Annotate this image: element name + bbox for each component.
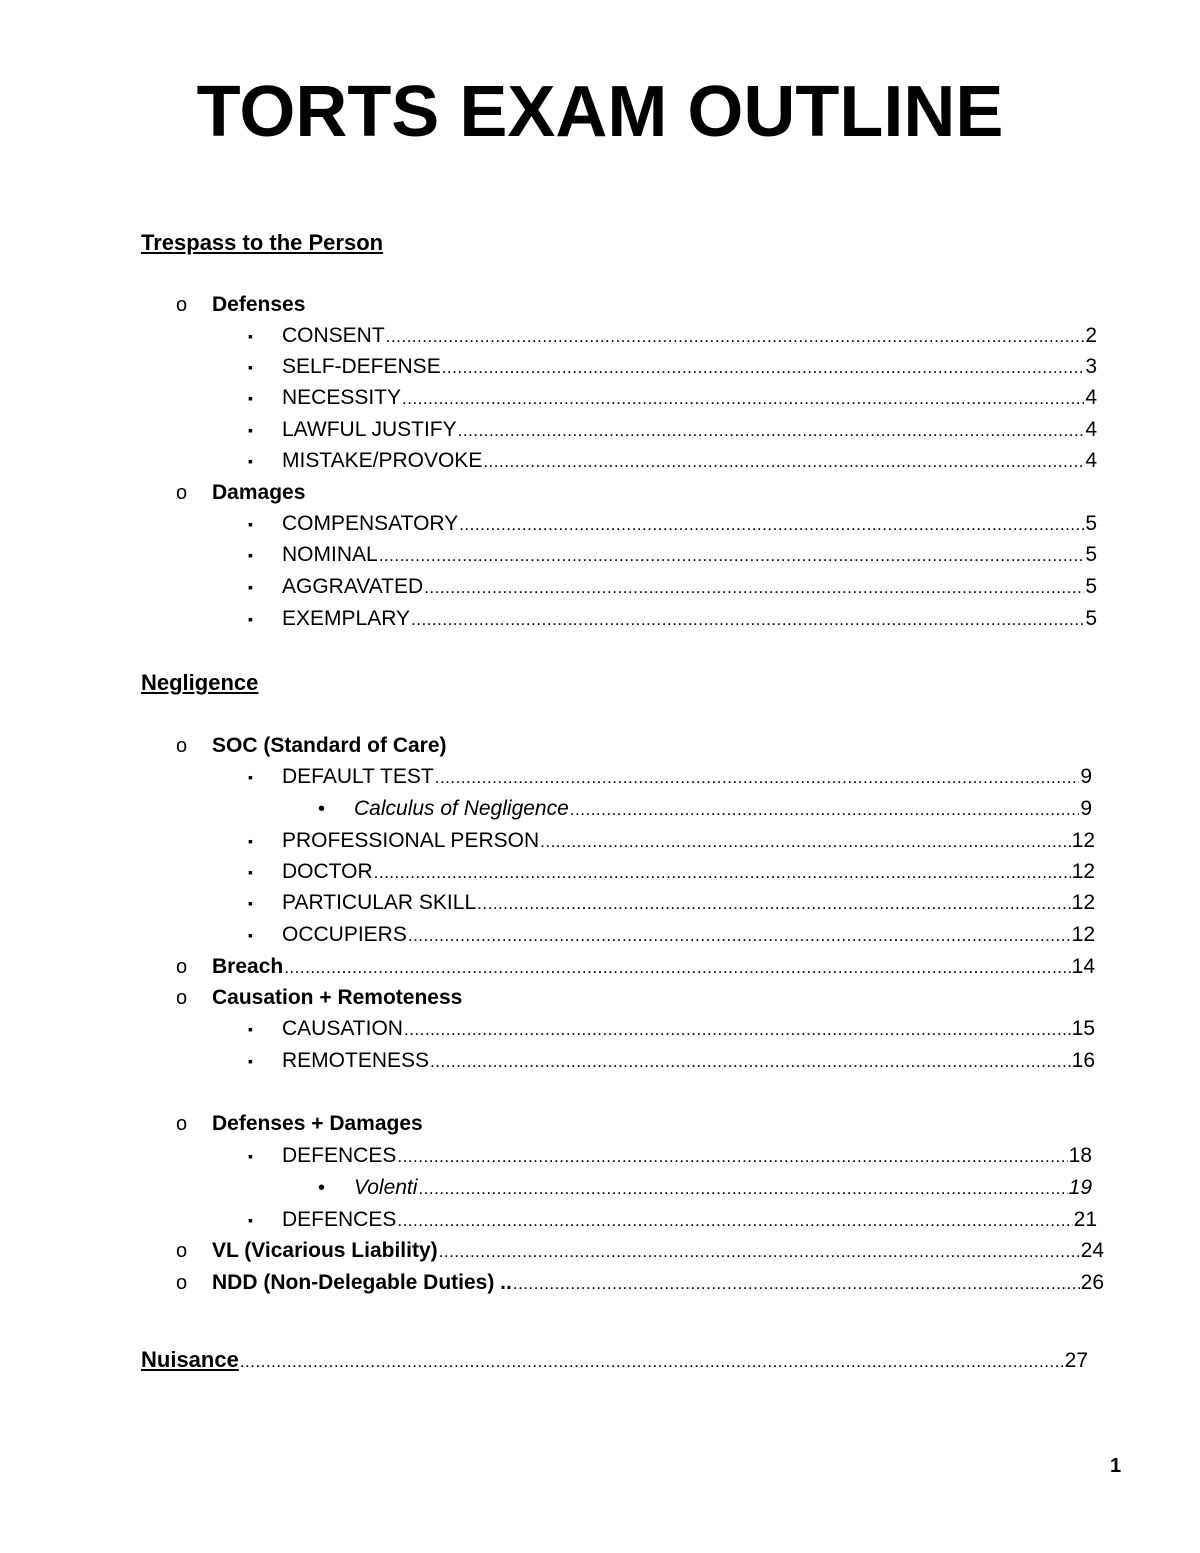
square-bullet-icon: ▪ bbox=[248, 1212, 253, 1228]
circle-bullet-icon: o bbox=[176, 1113, 188, 1135]
toc-entry-remoteness: ▪ REMOTENESS ..... 16 bbox=[282, 1046, 1095, 1076]
square-bullet-icon: ▪ bbox=[248, 927, 253, 943]
toc-entry-causation: ▪ CAUSATION ..... 15 bbox=[282, 1014, 1095, 1044]
page-ref: 16 bbox=[1071, 1049, 1095, 1072]
toc-entry-defences-2: ▪ DEFENCES ..... 21 bbox=[282, 1205, 1097, 1235]
dot-leader bbox=[374, 858, 1071, 888]
toc-entry-defenses: o Defenses bbox=[212, 290, 1092, 320]
round-bullet-icon: • bbox=[318, 798, 326, 820]
dot-leader bbox=[439, 1237, 1080, 1267]
toc-entry-occupiers: ▪ OCCUPIERS ..... 12 bbox=[282, 920, 1095, 950]
dot-leader bbox=[424, 573, 1084, 603]
circle-bullet-icon: o bbox=[176, 482, 188, 504]
toc-entry-volenti: • Volenti ..... 19 bbox=[354, 1173, 1092, 1203]
page-ref: 5 bbox=[1085, 607, 1097, 630]
page-ref: 15 bbox=[1071, 1017, 1095, 1040]
dot-leader bbox=[435, 763, 1080, 793]
square-bullet-icon: ▪ bbox=[248, 895, 253, 911]
section-heading-nuisance: Nuisance bbox=[141, 1347, 239, 1372]
circle-bullet-icon: o bbox=[176, 294, 188, 316]
toc-entry-nominal: ▪ NOMINAL ..... 5 bbox=[282, 540, 1097, 570]
circle-bullet-icon: o bbox=[176, 956, 188, 978]
dot-leader bbox=[570, 795, 1080, 825]
dot-leader bbox=[404, 1015, 1071, 1045]
page-ref: 9 bbox=[1080, 765, 1092, 788]
circle-bullet-icon: o bbox=[176, 1272, 188, 1294]
toc-entry-consent: ▪ CONSENT ..... 2 bbox=[282, 321, 1097, 351]
toc-entry-default-test: ▪ DEFAULT TEST ..... 9 bbox=[282, 762, 1092, 792]
toc-entry-professional-person: ▪ PROFESSIONAL PERSON ..... 12 bbox=[282, 826, 1095, 856]
dot-leader bbox=[411, 605, 1084, 635]
page-ref: 12 bbox=[1071, 891, 1095, 914]
page-ref: 3 bbox=[1085, 355, 1097, 378]
page-ref: 5 bbox=[1085, 543, 1097, 566]
page-ref: 21 bbox=[1073, 1208, 1097, 1231]
square-bullet-icon: ▪ bbox=[248, 390, 253, 406]
page-ref: 4 bbox=[1085, 418, 1097, 441]
square-bullet-icon: ▪ bbox=[248, 453, 253, 469]
dot-leader bbox=[477, 889, 1071, 919]
page-ref: 18 bbox=[1068, 1144, 1092, 1167]
dot-leader bbox=[408, 921, 1071, 951]
dot-leader bbox=[483, 447, 1084, 477]
page-ref: 4 bbox=[1085, 449, 1097, 472]
square-bullet-icon: ▪ bbox=[248, 1021, 253, 1037]
section-heading-trespass: Trespass to the Person bbox=[141, 230, 384, 255]
square-bullet-icon: ▪ bbox=[248, 328, 253, 344]
toc-entry-mistake-provoke: ▪ MISTAKE/PROVOKE ..... 4 bbox=[282, 446, 1097, 476]
square-bullet-icon: ▪ bbox=[248, 611, 253, 627]
toc-entry-non-delegable-duties: o NDD (Non-Delegable Duties) .. ..... 26 bbox=[212, 1268, 1104, 1298]
page-number: 1 bbox=[1110, 1455, 1122, 1477]
toc-entry-doctor: ▪ DOCTOR ..... 12 bbox=[282, 857, 1095, 887]
toc-entry-breach: o Breach ..... 14 bbox=[212, 952, 1095, 982]
page-ref: 12 bbox=[1071, 829, 1095, 852]
dot-leader bbox=[458, 416, 1085, 446]
page-ref: 26 bbox=[1080, 1271, 1104, 1294]
dot-leader bbox=[459, 510, 1084, 540]
square-bullet-icon: ▪ bbox=[248, 1053, 253, 1069]
page-ref: 14 bbox=[1071, 955, 1095, 978]
dot-leader bbox=[418, 1174, 1067, 1204]
dot-leader bbox=[430, 1047, 1071, 1077]
toc-entry-exemplary: ▪ EXEMPLARY ..... 5 bbox=[282, 604, 1097, 634]
toc-entry-lawful-justify: ▪ LAWFUL JUSTIFY ..... 4 bbox=[282, 415, 1097, 445]
page-ref: 2 bbox=[1085, 324, 1097, 347]
toc-entry-necessity: ▪ NECESSITY ..... 4 bbox=[282, 383, 1097, 413]
page-ref: 19 bbox=[1068, 1176, 1092, 1199]
circle-bullet-icon: o bbox=[176, 1240, 188, 1262]
toc-entry-soc: o SOC (Standard of Care) bbox=[212, 731, 1092, 761]
dot-leader bbox=[284, 953, 1070, 983]
toc-entry-vicarious-liability: o VL (Vicarious Liability) ..... 24 bbox=[212, 1236, 1104, 1266]
page-ref: 12 bbox=[1071, 860, 1095, 883]
toc-entry-nuisance bbox=[141, 1345, 1088, 1375]
dot-leader bbox=[240, 1347, 1064, 1377]
toc-entry-defences-1: ▪ DEFENCES ..... 18 bbox=[282, 1141, 1092, 1171]
square-bullet-icon: ▪ bbox=[248, 1148, 253, 1164]
dot-leader bbox=[513, 1269, 1080, 1299]
toc-entry-calculus-of-negligence: • Calculus of Negligence ..... 9 bbox=[354, 794, 1092, 824]
page-ref: 12 bbox=[1071, 923, 1095, 946]
dot-leader bbox=[397, 1142, 1067, 1172]
dot-leader bbox=[402, 384, 1084, 414]
dot-leader bbox=[540, 827, 1071, 857]
toc-entry-particular-skill: ▪ PARTICULAR SKILL ..... 12 bbox=[282, 888, 1095, 918]
toc-entry-causation-remoteness: o Causation + Remoteness bbox=[212, 983, 1092, 1013]
dot-leader bbox=[379, 541, 1085, 571]
dot-leader bbox=[386, 322, 1085, 352]
square-bullet-icon: ▪ bbox=[248, 864, 253, 880]
toc-entry-compensatory: ▪ COMPENSATORY ..... 5 bbox=[282, 509, 1097, 539]
page-ref: 4 bbox=[1085, 386, 1097, 409]
page-ref: 27 bbox=[1064, 1349, 1088, 1372]
dot-leader bbox=[397, 1206, 1072, 1236]
toc-entry-defenses-damages: o Defenses + Damages bbox=[212, 1109, 1092, 1139]
square-bullet-icon: ▪ bbox=[248, 516, 253, 532]
document-title: TORTS EXAM OUTLINE bbox=[196, 72, 1004, 152]
square-bullet-icon: ▪ bbox=[248, 547, 253, 563]
square-bullet-icon: ▪ bbox=[248, 769, 253, 785]
page-ref: 5 bbox=[1085, 512, 1097, 535]
page-ref: 9 bbox=[1080, 797, 1092, 820]
square-bullet-icon: ▪ bbox=[248, 833, 253, 849]
circle-bullet-icon: o bbox=[176, 987, 188, 1009]
section-heading-negligence: Negligence bbox=[141, 670, 259, 695]
page-ref: 24 bbox=[1080, 1239, 1104, 1262]
dot-leader bbox=[442, 353, 1085, 383]
square-bullet-icon: ▪ bbox=[248, 579, 253, 595]
toc-entry-self-defense: ▪ SELF-DEFENSE ..... 3 bbox=[282, 352, 1097, 382]
circle-bullet-icon: o bbox=[176, 735, 188, 757]
toc-entry-damages: o Damages bbox=[212, 478, 1092, 508]
round-bullet-icon: • bbox=[318, 1177, 326, 1199]
square-bullet-icon: ▪ bbox=[248, 422, 253, 438]
square-bullet-icon: ▪ bbox=[248, 359, 253, 375]
toc-entry-aggravated: ▪ AGGRAVATED ..... 5 bbox=[282, 572, 1097, 602]
page-ref: 5 bbox=[1085, 575, 1097, 598]
